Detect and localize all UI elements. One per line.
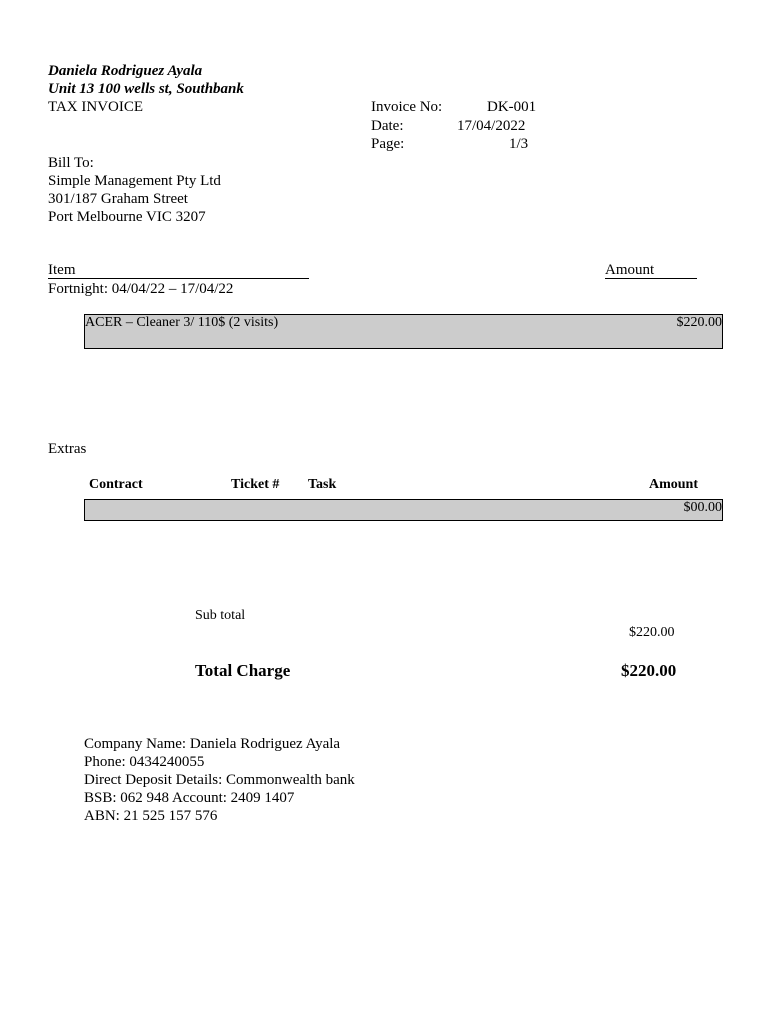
date-value: 17/04/2022: [457, 117, 526, 134]
invoice-meta: [371, 98, 541, 154]
bill-to-block: [48, 154, 221, 226]
item-amount: $220.00: [676, 315, 722, 330]
footer-bsb: BSB: 062 948 Account: 2409 1407: [84, 790, 295, 806]
subtotal-label: Sub total: [195, 608, 246, 623]
document-title: TAX INVOICE: [48, 99, 144, 115]
footer-deposit: Direct Deposit Details: Commonwealth bank: [84, 772, 355, 788]
page-value: 1/3: [509, 136, 529, 152]
total-value: $220.00: [621, 661, 677, 680]
extras-header-ticket: Ticket #: [231, 477, 280, 492]
extras-row: [84, 499, 723, 521]
footer-company: Company Name: Daniela Rodriguez Ayala: [84, 736, 341, 752]
footer-phone: Phone: 0434240055: [84, 754, 205, 770]
sender-block: [48, 62, 244, 98]
sender-address: Unit 13 100 wells st, Southbank: [48, 81, 244, 97]
bill-to-city: Port Melbourne VIC 3207: [48, 209, 206, 225]
total-label: Total Charge: [195, 661, 291, 680]
item-row: [84, 314, 723, 349]
bill-to-company: Simple Management Pty Ltd: [48, 173, 221, 189]
extras-title: Extras: [48, 441, 87, 457]
payment-details: [84, 735, 355, 825]
billing-period: Fortnight: 04/04/22 – 17/04/22: [48, 281, 234, 297]
item-description: ACER – Cleaner 3/ 110$ (2 visits): [85, 315, 279, 330]
date-label: Date:: [371, 117, 404, 134]
extras-header-contract: Contract: [89, 477, 143, 492]
page-label: Page:: [371, 136, 405, 152]
subtotal-value: $220.00: [629, 625, 675, 640]
footer-abn: ABN: 21 525 157 576: [84, 808, 218, 824]
amount-header: Amount: [605, 262, 697, 279]
item-header: Item: [48, 262, 309, 279]
bill-to-label: Bill To:: [48, 155, 94, 171]
extras-header-task: Task: [308, 477, 337, 492]
sender-name: Daniela Rodriguez Ayala: [48, 63, 203, 79]
extras-header-amount: Amount: [649, 477, 699, 492]
invoice-number-label: Invoice No:: [371, 99, 443, 115]
bill-to-street: 301/187 Graham Street: [48, 191, 188, 207]
invoice-number-value: DK-001: [487, 99, 537, 115]
extras-amount: $00.00: [683, 500, 722, 515]
